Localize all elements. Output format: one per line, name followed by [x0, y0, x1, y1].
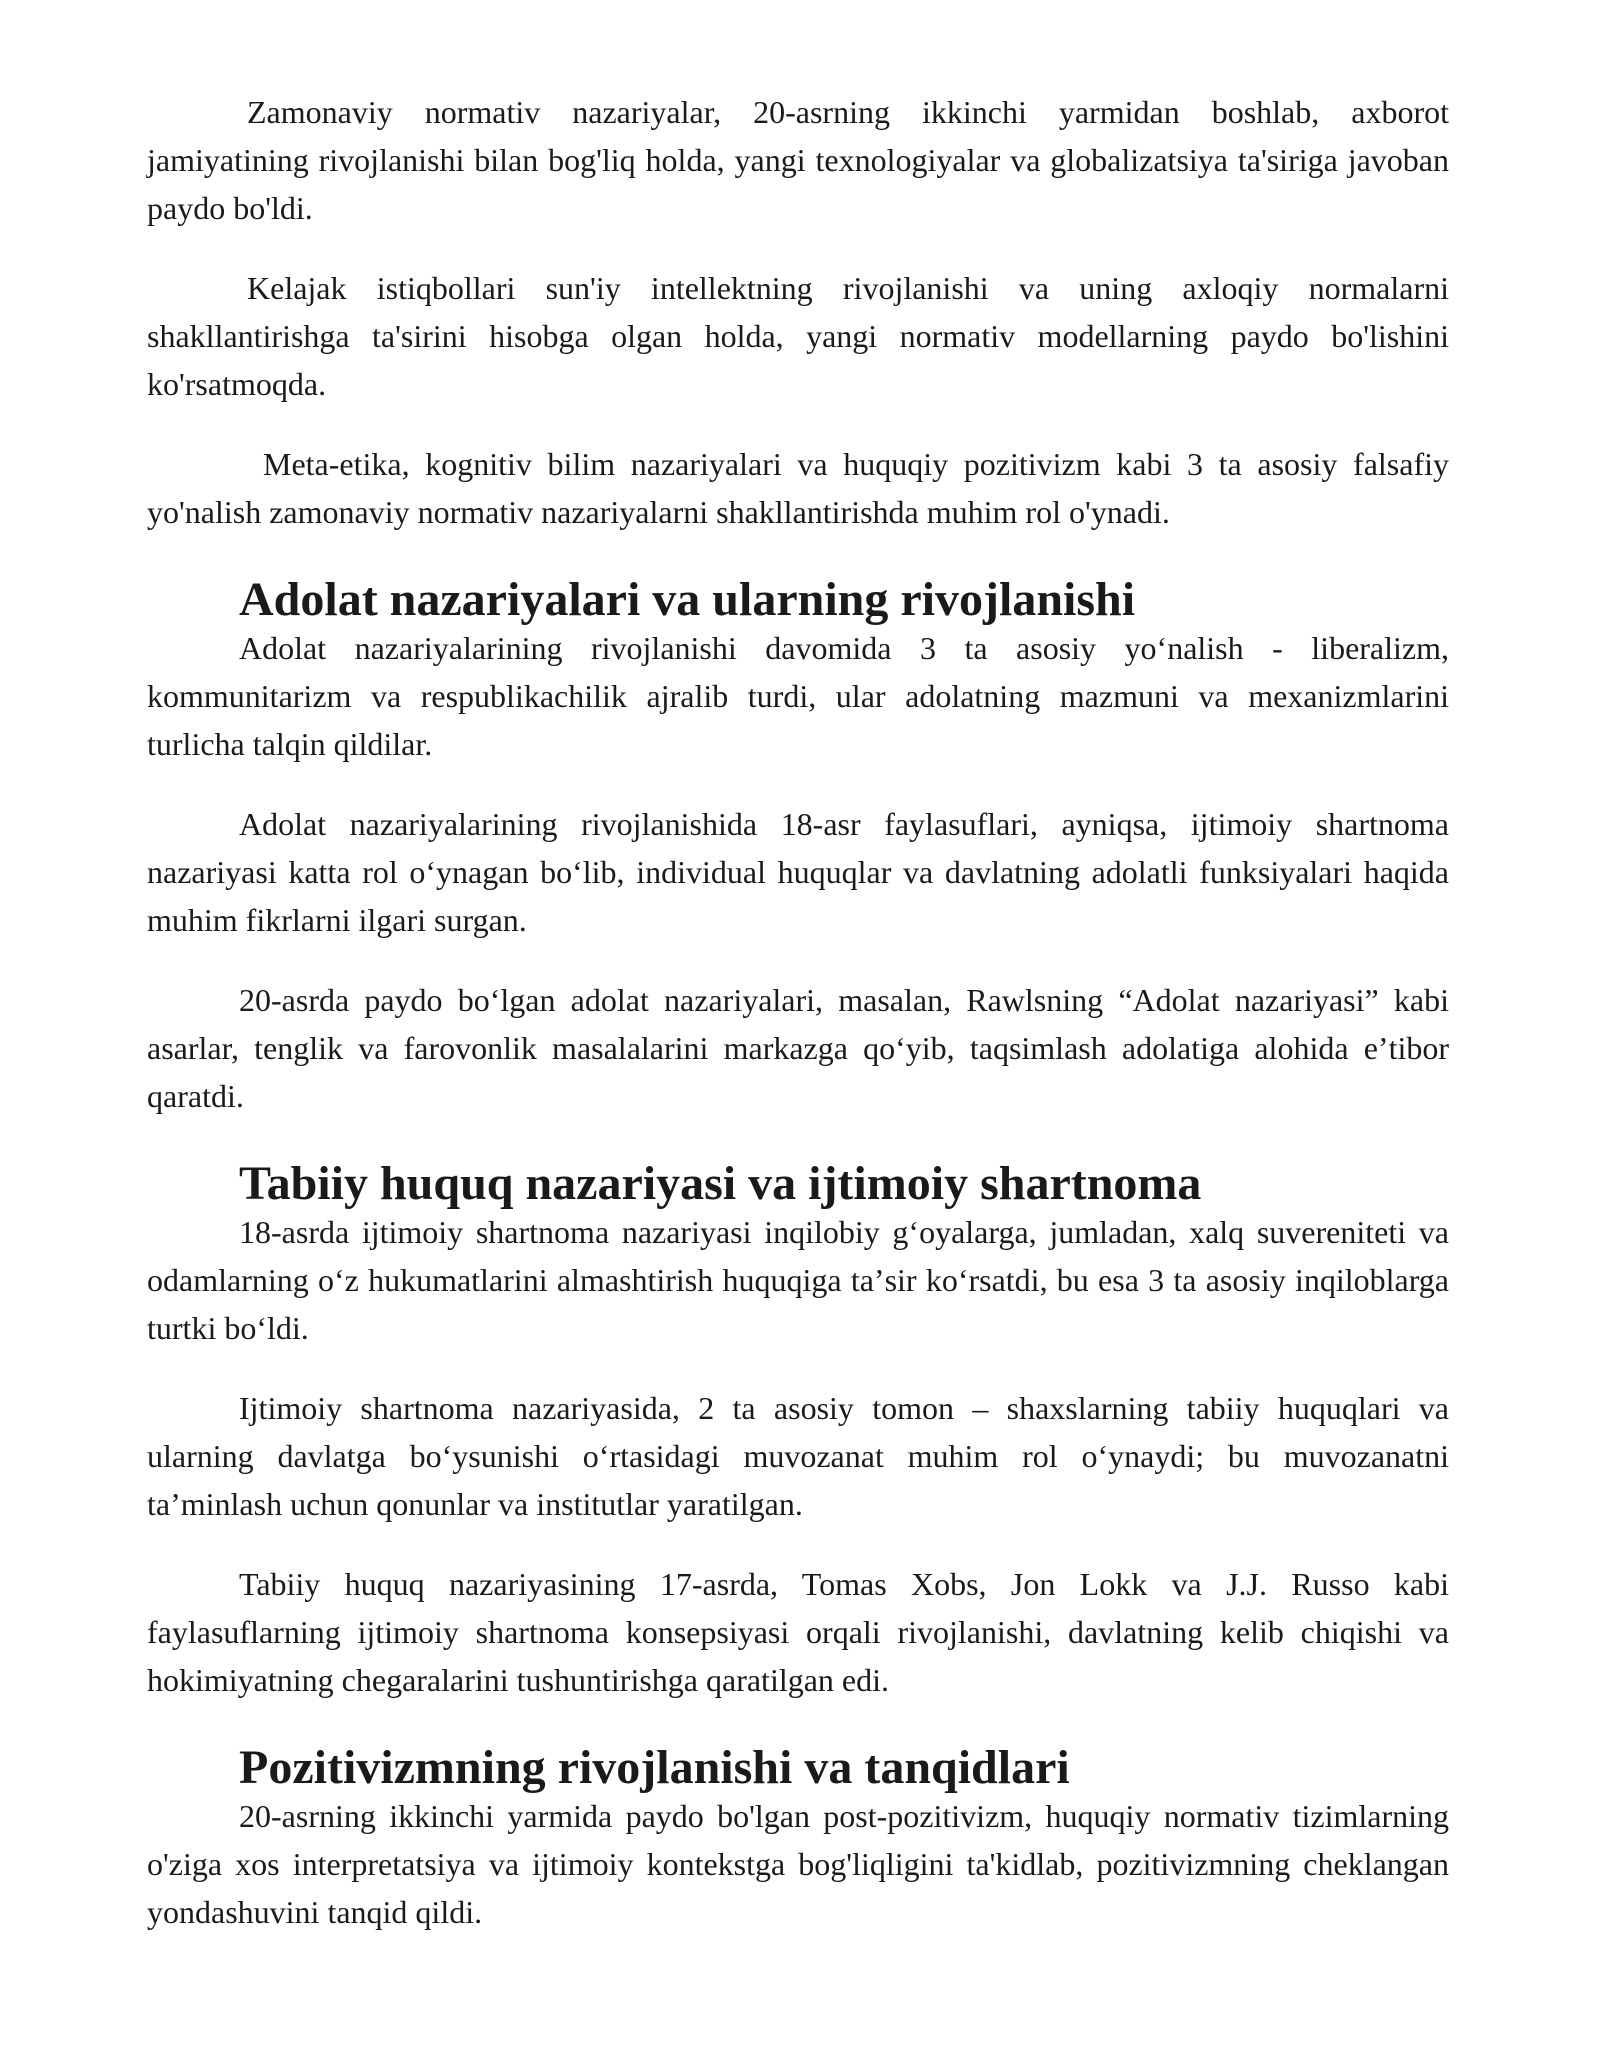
- section-heading-tabiiy-huquq: Tabiiy huquq nazariyasi va ijtimoiy shartnoma: [239, 1157, 1202, 1210]
- intro-paragraph-1: Zamonaviy normativ nazariyalar, 20-asrning ikkinchi yarmidan boshlab, axborot jamiyatining rivojlanishi bilan bog'liq holda, yangi texnologiyalar va globalizatsiya ta'siriga javoban paydo bo'ldi.: [147, 94, 1449, 226]
- adolat-paragraph-1: Adolat nazariyalarining rivojlanishi davomida 3 ta asosiy yoʻnalish - liberalizm, kommunitarizm va respublikachilik ajralib turdi, ular adolatning mazmuni va mexanizmlarini turlicha talqin qildilar.: [147, 630, 1449, 762]
- section-spacer: [147, 1120, 1449, 1160]
- section-spacer: [147, 536, 1449, 576]
- intro-paragraph-2: Kelajak istiqbollari sun'iy intellektning rivojlanishi va uning axloqiy normalarni shakllantirishga ta'sirini hisobga olgan holda, yangi normativ modellarning paydo bo'lishini ko'rsatmoqda.: [147, 270, 1449, 402]
- pozitivizm-paragraph-1: 20-asrning ikkinchi yarmida paydo bo'lgan post-pozitivizm, huquqiy normativ tizimlarning o'ziga xos interpretatsiya va ijtimoiy kontekstga bog'liqligini ta'kidlab, pozitivizmning cheklangan yondashuvini tanqid qildi.: [147, 1798, 1449, 1930]
- tabiiy-huquq-paragraph-1: 18-asrda ijtimoiy shartnoma nazariyasi inqilobiy gʻoyalarga, jumladan, xalq suvereniteti va odamlarning oʻz hukumatlarini almashtirish huquqiga taʼsir koʻrsatdi, bu esa 3 ta asosiy inqiloblarga turtki boʻldi.: [147, 1214, 1449, 1346]
- adolat-paragraph-2: Adolat nazariyalarining rivojlanishida 18-asr faylasuflari, ayniqsa, ijtimoiy shartnoma nazariyasi katta rol oʻynagan boʻlib, individual huquqlar va davlatning adolatli funksiyalari haqida muhim fikrlarni ilgari surgan.: [147, 806, 1449, 938]
- document-page: [147, 88, 1449, 1936]
- section-heading-pozitivizm: Pozitivizmning rivojlanishi va tanqidlari: [239, 1741, 1070, 1794]
- tabiiy-huquq-paragraph-3: Tabiiy huquq nazariyasining 17-asrda, Tomas Xobs, Jon Lokk va J.J. Russo kabi faylasuflarning ijtimoiy shartnoma konsepsiyasi orqali rivojlanishi, davlatning kelib chiqishi va hokimiyatning chegaralarini tushuntirishga qaratilgan edi.: [147, 1566, 1449, 1698]
- section-heading-adolat: Adolat nazariyalari va ularning rivojlanishi: [239, 573, 1136, 626]
- adolat-paragraph-3: 20-asrda paydo boʻlgan adolat nazariyalari, masalan, Rawlsning “Adolat nazariyasi” kabi asarlar, tenglik va farovonlik masalalarini markazga qoʻyib, taqsimlash adolatiga alohida eʼtibor qaratdi.: [147, 982, 1449, 1114]
- intro-paragraph-3: Meta-etika, kognitiv bilim nazariyalari va huquqiy pozitivizm kabi 3 ta asosiy falsafiy yo'nalish zamonaviy normativ nazariyalarni shakllantirishda muhim rol o'ynadi.: [147, 446, 1449, 530]
- tabiiy-huquq-paragraph-2: Ijtimoiy shartnoma nazariyasida, 2 ta asosiy tomon – shaxslarning tabiiy huquqlari va ularning davlatga boʻysunishi oʻrtasidagi muvozanat muhim rol oʻynaydi; bu muvozanatni taʼminlash uchun qonunlar va institutlar yaratilgan.: [147, 1390, 1449, 1522]
- section-spacer: [147, 1704, 1449, 1744]
